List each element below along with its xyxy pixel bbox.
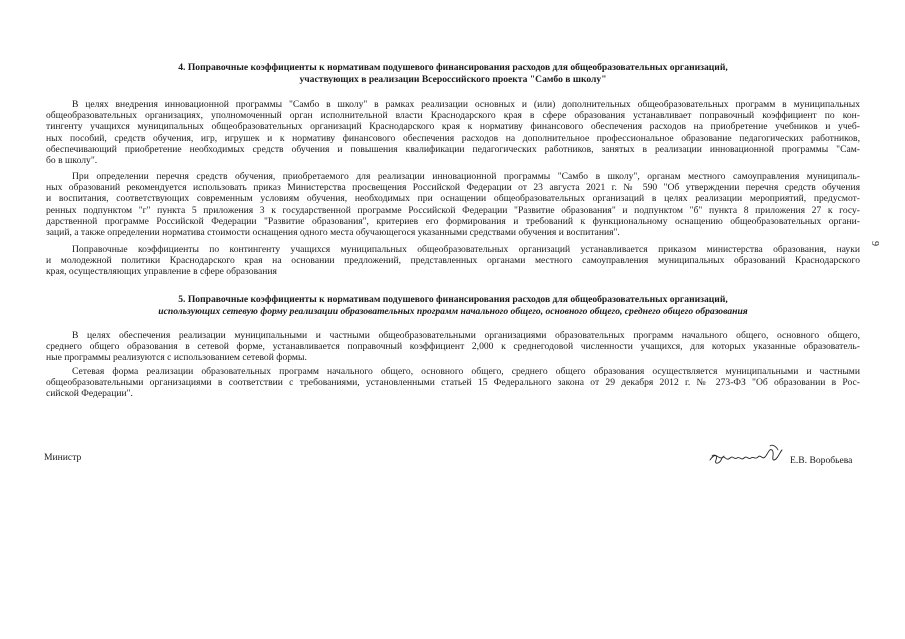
text-line: При определении перечня средств обучения, приобретаемого для реализации инновационной программы "Самбо в школу", органам местного самоуправления муниципаль- xyxy=(72,171,860,182)
text-line: заций, а также определении норматива стоимости оснащения одного места обучающегося указанными средствами обучения и воспитания". xyxy=(46,227,620,239)
text-line: среднего общего образования в сетевой форме, устанавливается поправочный коэффициент 2,000 к среднегодовой численности учащихся, для которых указанные образователь- xyxy=(46,341,860,353)
section-5-title-line-1: 5. Поправочные коэффициенты к нормативам подушевого финансирования расходов для общеобразовательных организаций, xyxy=(178,294,728,305)
text-line: бо в школу". xyxy=(46,155,98,167)
text-line: края, осуществляющих управление в сфере образования xyxy=(46,266,277,278)
section-5-title-line-2: использующих сетевую форму реализации образовательных программ начального общего, основного общего, среднего общего образования xyxy=(158,306,748,317)
text-line: ных пособий, средств обучения, игр, игрушек и к нормативу финансового обеспечения расходов на дополнительное профессиональное образование педагогических работников, xyxy=(46,132,860,144)
section-4-paragraph-2 xyxy=(46,171,860,238)
section-5-paragraph-2 xyxy=(46,366,860,400)
text-line: В целях внедрения инновационной программы "Самбо в школу" в рамках реализации основных и (или) дополнительных общеобразовательных программ в муниципальных xyxy=(72,99,860,110)
signer-position: Министр xyxy=(44,452,82,463)
text-line: тингенту учащихся муниципальных общеобразовательных организаций Краснодарского края к нормативу финансового обеспечения расходов на приобретение учебников и учеб- xyxy=(46,121,860,133)
text-line: сийской Федерации". xyxy=(46,388,133,400)
text-line: ных образований рекомендуется использовать приказ Министерства просвещения Российской Федерации от 23 августа 2021 г. № 590 "Об утверждении перечня средств обучения xyxy=(46,182,860,194)
signer-name: Е.В. Воробьева xyxy=(790,455,853,466)
page-number: 9 xyxy=(869,241,880,246)
text-line: Сетевая форма реализации образовательных программ начального общего, основного общего, среднего общего образования осуществляется муниципальными и частными xyxy=(72,366,860,377)
text-line: и воспитания, соответствующих современным условиям обучения, необходимых при оснащении общеобразовательных организаций в целях реализации мероприятий, предусмот- xyxy=(46,193,860,205)
text-line: В целях обеспечения реализации муниципальными и частными общеобразовательными организациями образовательных программ начального общего, основного общего, xyxy=(72,330,860,341)
text-line: ные программы реализуются с использованием сетевой формы. xyxy=(46,352,307,364)
section-4-paragraph-3 xyxy=(46,244,860,278)
text-line: дарственной программе Российской Федерации "Развитие образования", критериев его формирования и требований к функциональному оснащению общеобразовательных органи- xyxy=(46,215,860,227)
section-4-paragraph-1 xyxy=(46,99,860,166)
section-4-title-line-1: 4. Поправочные коэффициенты к нормативам подушевого финансирования расходов для общеобразовательных организаций, xyxy=(178,62,728,73)
text-line: и молодежной политики Краснодарского края на основании предложений, представленных органами местного самоуправления муниципальных образований Краснодарского xyxy=(46,255,860,267)
text-line: обеспечивающий приобретение необходимых средств обучения и повышения квалификации педагогических работников, занятых в реализации инновационной программы "Сам- xyxy=(46,143,860,155)
section-5-heading xyxy=(40,294,866,318)
text-line: общеобразовательных организациях, уполномоченный орган исполнительной власти Краснодарского края в сфере образования устанавливает поправочный коэффициент по кон- xyxy=(46,110,860,122)
section-4-title-line-2: участвующих в реализации Всероссийского проекта "Самбо в школу" xyxy=(299,74,607,85)
text-line: Поправочные коэффициенты по контингенту учащихся муниципальных общеобразовательных организаций устанавливается приказом министерства образования, науки xyxy=(72,244,860,255)
section-4-heading xyxy=(40,62,866,86)
section-5-paragraph-1 xyxy=(46,330,860,364)
text-line: ренных подпунктом "г" пункта 5 приложения 3 к государственной программе Российской Федерации "Развитие образования" и подпунктом "б" пункта 8 приложения 27 к госу- xyxy=(46,204,860,216)
text-line: общеобразовательными организациями в соответствии с требованиями, установленными статьей 15 Федерального закона от 29 декабря 2012 г. № 273-ФЗ "Об образовании в Рос- xyxy=(46,377,860,389)
handwritten-signature xyxy=(706,438,788,472)
